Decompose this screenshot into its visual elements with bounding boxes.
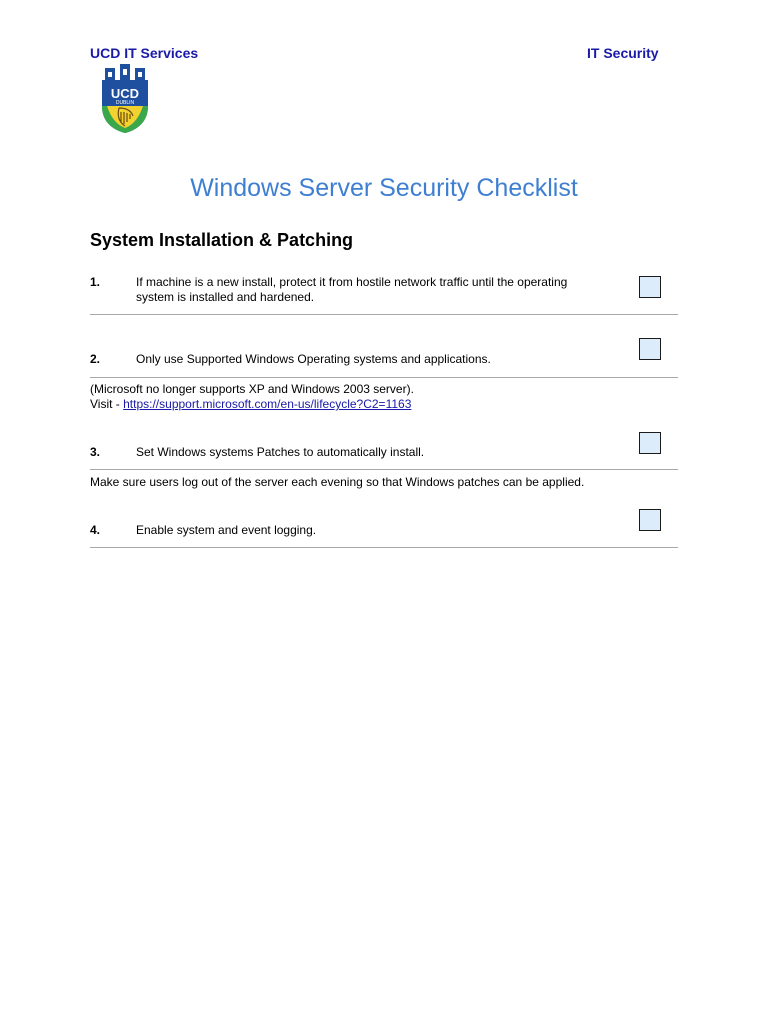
item-number: 3. [90,445,101,459]
divider [90,377,678,378]
item-number: 1. [90,275,101,289]
divider [90,547,678,548]
item-2-note [90,382,678,412]
header-department: IT Security [587,45,659,61]
item-2-checkbox[interactable] [639,338,661,360]
document-title: Windows Server Security Checklist [190,174,578,202]
item-number: 2. [90,352,101,366]
item-3-checkbox[interactable] [639,432,661,454]
item-4-checkbox[interactable] [639,509,661,531]
divider [90,314,678,315]
logo-subtext: DUBLIN [115,100,135,106]
item-text: Set Windows systems Patches to automatically install. [136,445,425,459]
logo-text: UCD [110,86,140,101]
header-org-name: UCD IT Services [90,45,199,61]
item-text: If machine is a new install, protect it from hostile network traffic until the operating system is installed and hardened. [136,275,568,304]
lifecycle-link[interactable]: https://support.microsoft.com/en-us/lifecycle?C2=1163 [123,397,412,411]
divider [90,469,678,470]
ucd-crest-logo [101,62,149,134]
note-visit-label: Visit - [90,397,124,411]
item-text: Enable system and event logging. [136,523,317,537]
item-number: 4. [90,523,101,537]
item-1-checkbox[interactable] [639,276,661,298]
item-3-note: Make sure users log out of the server each evening so that Windows patches can be applied. [90,475,585,489]
note-text: (Microsoft no longer supports XP and Windows 2003 server). [90,382,414,396]
section-heading: System Installation & Patching [90,230,354,250]
item-text: Only use Supported Windows Operating systems and applications. [136,352,491,366]
